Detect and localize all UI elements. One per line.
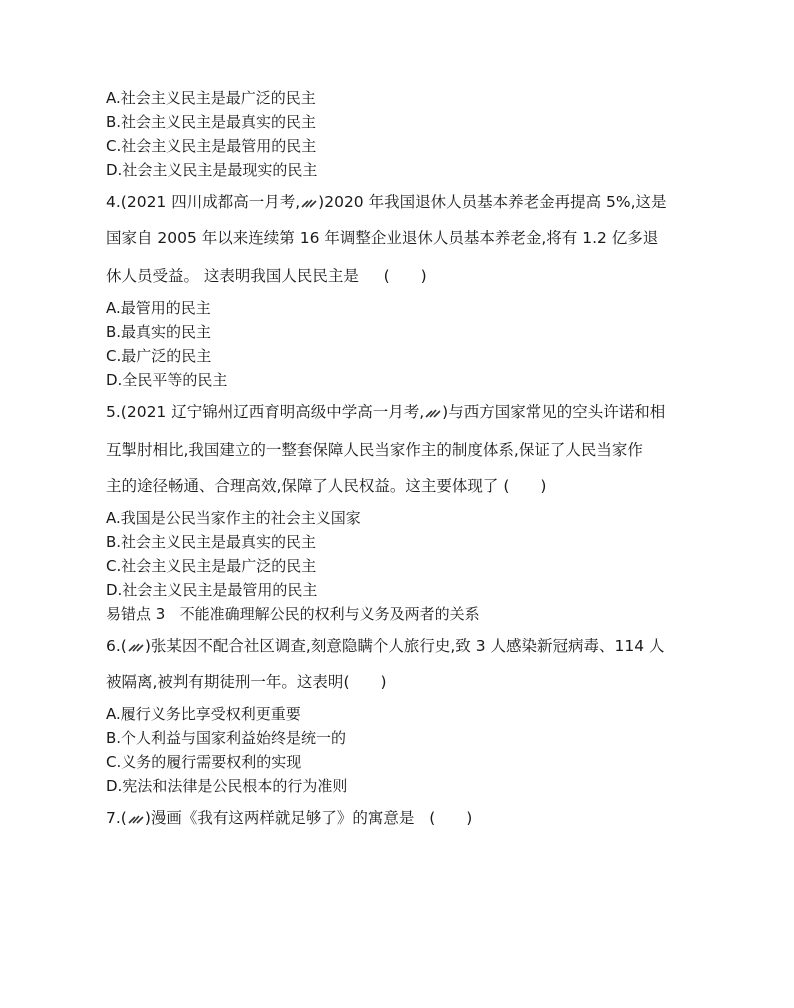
q6-number: 6.: [106, 637, 121, 655]
q4-option-d: D.全民平等的民主: [106, 371, 228, 389]
q6-option-c: C.义务的履行需要权利的实现: [106, 753, 302, 771]
q4-stem-line2: 国家自 2005 年以来连续第 16 年调整企业退休人员基本养老金,将有 1.2 亿多退: [106, 229, 659, 247]
q7-number: 7.: [106, 809, 121, 827]
q6-stem-line1: 6.( )张某因不配合社区调查,刻意隐瞒个人旅行史,致 3 人感染新冠病毒、114 人: [106, 637, 665, 655]
answer-blank[interactable]: ( ): [343, 673, 387, 691]
q5-stem-line2: 互掣肘相比,我国建立的一整套保障人民当家作主的制度体系,保证了人民当家作: [106, 441, 643, 459]
section-label: 易错点 3: [106, 605, 166, 623]
q3-option-d: D.社会主义民主是最现实的民主: [106, 161, 318, 179]
q6-option-d: D.宪法和法律是公民根本的行为准则: [106, 777, 348, 795]
q5-option-d: D.社会主义民主是最管用的民主: [106, 581, 318, 599]
q4-option-b: B.最真实的民主: [106, 323, 212, 341]
difficulty-star-icon: [425, 408, 441, 418]
q4-number: 4.: [106, 193, 121, 211]
q5-option-a: A.我国是公民当家作主的社会主义国家: [106, 509, 361, 527]
q5-option-b: B.社会主义民主是最真实的民主: [106, 533, 317, 551]
q4-option-c: C.最广泛的民主: [106, 347, 212, 365]
q5-stem-line1: 5.(2021 辽宁锦州辽西育明高级中学高一月考, )与西方国家常见的空头许诺和相: [106, 403, 666, 421]
q5-stem-line3: 主的途径畅通、合理高效,保障了人民权益。这主要体现了 ( ): [106, 477, 547, 495]
q3-option-b: B.社会主义民主是最真实的民主: [106, 113, 317, 131]
q3-option-a: A.社会主义民主是最广泛的民主: [106, 89, 316, 107]
q3-option-c: C.社会主义民主是最管用的民主: [106, 137, 317, 155]
q6-option-a: A.履行义务比享受权利更重要: [106, 705, 301, 723]
q6-stem-line2: 被隔离,被判有期徒刑一年。这表明( ): [106, 673, 387, 691]
answer-blank[interactable]: ( ): [429, 809, 473, 827]
section-heading: [106, 604, 480, 624]
section-title: 不能准确理解公民的权利与义务及两者的关系: [179, 605, 480, 623]
q4-source: (2021 四川成都高一月考,: [120, 193, 301, 211]
q5-option-c: C.社会主义民主是最广泛的民主: [106, 557, 317, 575]
q4-stem-line1: 4.(2021 四川成都高一月考, )2020 年我国退休人员基本养老金再提高 5%,这是: [106, 193, 667, 211]
difficulty-star-icon: [128, 642, 144, 652]
difficulty-star-icon: [301, 198, 317, 208]
q5-number: 5.: [106, 403, 121, 421]
q4-stem-line3: 休人员受益。 这表明我国人民民主是 ( ): [106, 267, 427, 285]
answer-blank[interactable]: ( ): [383, 267, 427, 285]
answer-blank[interactable]: ( ): [503, 477, 547, 495]
difficulty-star-icon: [128, 814, 144, 824]
q7-stem: 7.( )漫画《我有这两样就足够了》的寓意是 ( ): [106, 809, 473, 827]
q4-option-a: A.最管用的民主: [106, 299, 211, 317]
q5-source: (2021 辽宁锦州辽西育明高级中学高一月考,: [120, 403, 425, 421]
q6-option-b: B.个人利益与国家利益始终是统一的: [106, 729, 347, 747]
